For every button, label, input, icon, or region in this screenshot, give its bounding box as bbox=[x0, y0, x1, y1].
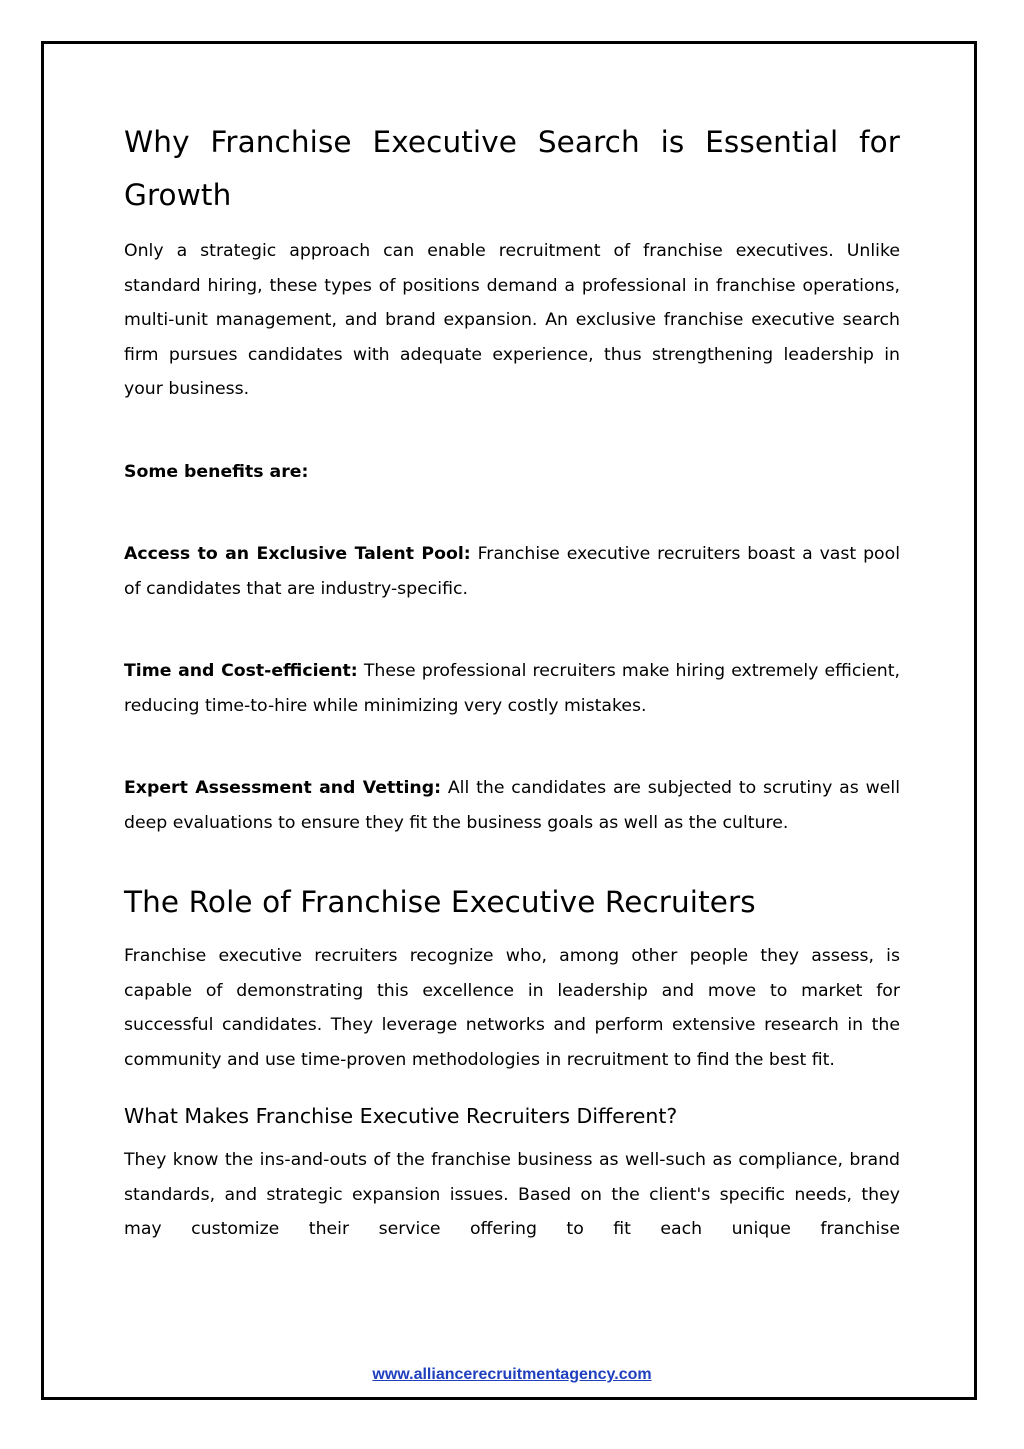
benefit-text: These professional recruiters make hiring extremely efficient, reducing time-to-hire while minimizing very costly mistakes. bbox=[124, 661, 900, 716]
benefits-heading-text: Some benefits are: bbox=[124, 461, 309, 482]
benefit-item-assessment bbox=[124, 771, 900, 840]
section-title-role: The Role of Franchise Executive Recruiters bbox=[124, 885, 756, 919]
section-title-why-search: Why Franchise Executive Search is Essential for Growth bbox=[124, 125, 900, 212]
role-paragraph: Franchise executive recruiters recognize who, among other people they assess, is capable of demonstrating this excellence in leadership and move to market for successful candidates. They leverage networks and perform extensive research in the community and use time-proven methodologies in recruitment to find the best fit. bbox=[124, 946, 900, 1070]
document-body bbox=[124, 116, 900, 1247]
section-title-different: What Makes Franchise Executive Recruiters Different? bbox=[124, 1104, 678, 1128]
benefits-heading bbox=[124, 455, 900, 490]
benefit-label: Time and Cost-efficient: bbox=[124, 661, 358, 681]
benefit-label: Access to an Exclusive Talent Pool: bbox=[124, 544, 471, 564]
benefit-item-talent-pool bbox=[124, 537, 900, 606]
benefit-text: Franchise executive recruiters boast a vast pool of candidates that are industry-specific. bbox=[124, 544, 900, 599]
benefit-text: All the candidates are subjected to scrutiny as well deep evaluations to ensure they fit the business goals as well as the culture. bbox=[124, 778, 900, 833]
website-link[interactable]: www.alliancerecruitmentagency.com bbox=[372, 1366, 652, 1383]
benefit-label: Expert Assessment and Vetting: bbox=[124, 778, 441, 798]
different-paragraph: They know the ins-and-outs of the franchise business as well-such as compliance, brand standards, and strategic expansion issues. Based on the client's specific needs, they may customize their service offering to fit each unique franchise bbox=[124, 1150, 900, 1239]
benefit-item-time-cost bbox=[124, 654, 900, 723]
intro-paragraph: Only a strategic approach can enable recruitment of franchise executives. Unlike standard hiring, these types of positions demand a professional in franchise operations, multi-unit management, and brand expansion. An exclusive franchise executive search firm pursues candidates with adequate experience, thus strengthening leadership in your business. bbox=[124, 241, 900, 399]
